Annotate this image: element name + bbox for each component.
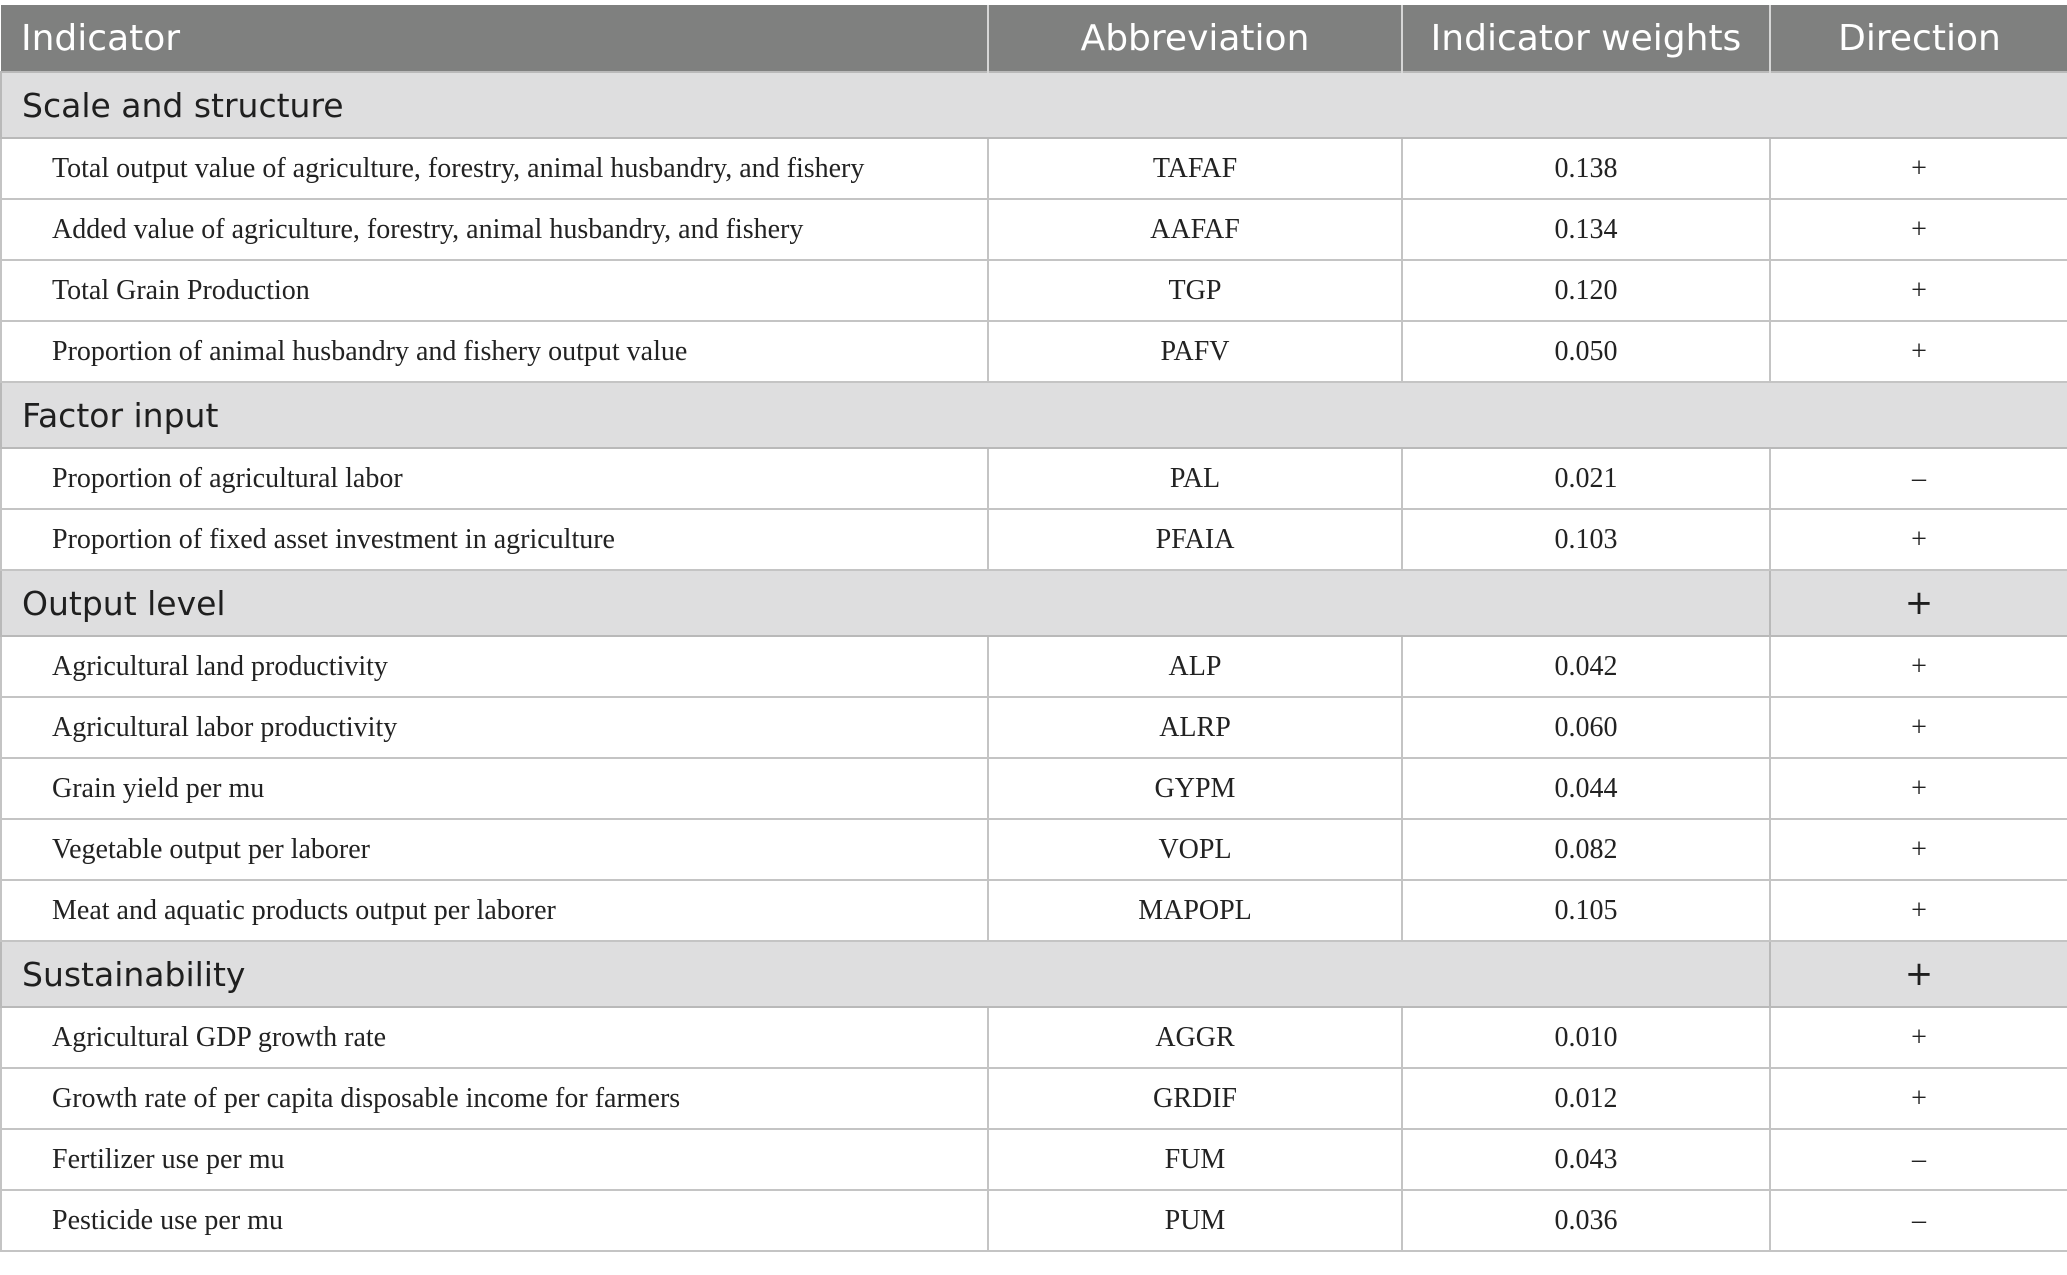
indicator-name: Grain yield per mu	[1, 758, 988, 819]
group-row	[1, 570, 2067, 636]
indicator-abbreviation: ALRP	[988, 697, 1402, 758]
group-row	[1, 72, 2067, 138]
table-row	[1, 138, 2067, 199]
indicator-direction: +	[1770, 199, 2067, 260]
indicator-direction: –	[1770, 1190, 2067, 1251]
indicator-abbreviation: AGGR	[988, 1007, 1402, 1068]
table-row	[1, 1007, 2067, 1068]
group-row	[1, 941, 2067, 1007]
indicator-direction: +	[1770, 758, 2067, 819]
group-label: Sustainability	[1, 941, 1770, 1007]
table-row	[1, 448, 2067, 509]
indicator-abbreviation: AAFAF	[988, 199, 1402, 260]
indicator-name: Growth rate of per capita disposable income for farmers	[1, 1068, 988, 1129]
indicator-direction: +	[1770, 697, 2067, 758]
indicator-name: Fertilizer use per mu	[1, 1129, 988, 1190]
group-label: Factor input	[1, 382, 2067, 448]
indicator-abbreviation: VOPL	[988, 819, 1402, 880]
table-row	[1, 880, 2067, 941]
indicator-abbreviation: GRDIF	[988, 1068, 1402, 1129]
indicator-direction: +	[1770, 321, 2067, 382]
indicator-weight: 0.134	[1402, 199, 1770, 260]
table-row	[1, 819, 2067, 880]
indicator-abbreviation: MAPOPL	[988, 880, 1402, 941]
header-weights: Indicator weights	[1402, 5, 1770, 72]
group-direction: +	[1770, 941, 2067, 1007]
indicator-weight: 0.050	[1402, 321, 1770, 382]
indicator-direction: +	[1770, 509, 2067, 570]
group-label: Output level	[1, 570, 1770, 636]
indicator-direction: +	[1770, 819, 2067, 880]
indicator-name: Agricultural labor productivity	[1, 697, 988, 758]
indicator-weight: 0.010	[1402, 1007, 1770, 1068]
indicator-direction: –	[1770, 448, 2067, 509]
indicator-abbreviation: PUM	[988, 1190, 1402, 1251]
indicator-weight: 0.044	[1402, 758, 1770, 819]
indicator-abbreviation: PFAIA	[988, 509, 1402, 570]
table-row	[1, 636, 2067, 697]
indicator-name: Agricultural land productivity	[1, 636, 988, 697]
header-direction: Direction	[1770, 5, 2067, 72]
indicator-weight: 0.082	[1402, 819, 1770, 880]
indicator-direction: +	[1770, 1007, 2067, 1068]
indicator-abbreviation: GYPM	[988, 758, 1402, 819]
indicator-direction: +	[1770, 636, 2067, 697]
group-row	[1, 382, 2067, 448]
indicator-weight: 0.036	[1402, 1190, 1770, 1251]
table-row	[1, 321, 2067, 382]
indicator-weight: 0.043	[1402, 1129, 1770, 1190]
table-header-row	[1, 5, 2067, 72]
table-row	[1, 199, 2067, 260]
indicator-weight: 0.012	[1402, 1068, 1770, 1129]
indicator-name: Pesticide use per mu	[1, 1190, 988, 1251]
indicator-weight: 0.138	[1402, 138, 1770, 199]
indicator-weight: 0.103	[1402, 509, 1770, 570]
indicator-name: Total output value of agriculture, forestry, animal husbandry, and fishery	[1, 138, 988, 199]
indicator-direction: +	[1770, 880, 2067, 941]
table-row	[1, 1190, 2067, 1251]
indicator-weight: 0.060	[1402, 697, 1770, 758]
indicator-weight: 0.105	[1402, 880, 1770, 941]
indicator-abbreviation: FUM	[988, 1129, 1402, 1190]
indicator-weight: 0.120	[1402, 260, 1770, 321]
indicator-abbreviation: PAL	[988, 448, 1402, 509]
group-label: Scale and structure	[1, 72, 2067, 138]
table-row	[1, 758, 2067, 819]
indicator-name: Added value of agriculture, forestry, animal husbandry, and fishery	[1, 199, 988, 260]
indicator-name: Agricultural GDP growth rate	[1, 1007, 988, 1068]
indicator-name: Total Grain Production	[1, 260, 988, 321]
indicator-name: Vegetable output per laborer	[1, 819, 988, 880]
header-indicator: Indicator	[1, 5, 988, 72]
table-row	[1, 1068, 2067, 1129]
indicator-direction: +	[1770, 260, 2067, 321]
indicator-abbreviation: PAFV	[988, 321, 1402, 382]
indicator-direction: +	[1770, 138, 2067, 199]
table-row	[1, 1129, 2067, 1190]
group-direction: +	[1770, 570, 2067, 636]
table-row	[1, 697, 2067, 758]
table-row	[1, 509, 2067, 570]
indicator-name: Proportion of agricultural labor	[1, 448, 988, 509]
indicator-weight: 0.042	[1402, 636, 1770, 697]
indicator-direction: +	[1770, 1068, 2067, 1129]
indicator-table	[0, 5, 2067, 1252]
indicator-name: Meat and aquatic products output per laborer	[1, 880, 988, 941]
indicator-abbreviation: TAFAF	[988, 138, 1402, 199]
indicator-weight: 0.021	[1402, 448, 1770, 509]
indicator-direction: –	[1770, 1129, 2067, 1190]
indicator-name: Proportion of animal husbandry and fishery output value	[1, 321, 988, 382]
indicator-name: Proportion of fixed asset investment in agriculture	[1, 509, 988, 570]
indicator-abbreviation: ALP	[988, 636, 1402, 697]
table-body	[1, 72, 2067, 1251]
header-abbreviation: Abbreviation	[988, 5, 1402, 72]
table-row	[1, 260, 2067, 321]
indicator-abbreviation: TGP	[988, 260, 1402, 321]
